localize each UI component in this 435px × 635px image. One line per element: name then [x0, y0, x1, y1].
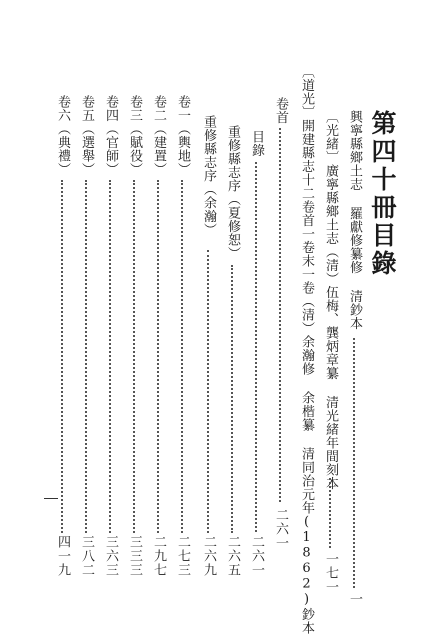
page-number: 二七三: [175, 535, 190, 577]
toc-item-juan5: 卷五（選舉）: [79, 95, 94, 176]
leader-dots: [255, 162, 257, 532]
leader-dots: [109, 180, 111, 533]
page-number: 三八二: [79, 535, 94, 577]
leader-dots: [181, 180, 183, 533]
book-entry-1: 興寧縣鄉土志 羅獻修纂修 清鈔本: [347, 110, 362, 330]
folio-mark: [44, 498, 58, 499]
leader-dots: [231, 265, 233, 533]
page-number: 三三三: [127, 535, 142, 577]
leader-dots: [329, 478, 331, 548]
toc-item-preface-xia: 重修縣志序（夏修恕）: [225, 125, 240, 260]
leader-dots: [279, 128, 281, 502]
toc-item-juan3: 卷三（賦役）: [127, 95, 142, 176]
toc-item-preface-yu: 重修縣志序（余瀚）: [201, 115, 216, 237]
leader-dots: [61, 180, 63, 533]
leader-dots: [157, 180, 159, 533]
toc-item-juanshou: 卷首: [273, 97, 288, 124]
page-number: 三六三: [103, 535, 118, 577]
toc-item-juan4: 卷四（官師）: [103, 95, 118, 176]
leader-dots: [207, 250, 209, 533]
toc-item-mulu: 目錄: [249, 130, 264, 157]
leader-dots: [133, 180, 135, 533]
page-number: 四一九: [55, 535, 70, 577]
toc-item-juan6: 卷六（典禮）: [55, 95, 70, 176]
toc-item-juan2: 卷二（建置）: [151, 95, 166, 176]
page-number: 二九七: [151, 535, 166, 577]
page-number: 一七一: [323, 552, 338, 594]
page-title: 第四十冊目錄: [368, 110, 397, 278]
leader-dots: [353, 338, 355, 588]
page-number: 二六五: [225, 535, 240, 577]
page-number: 一: [347, 592, 362, 606]
toc-item-juan1: 卷一（輿地）: [175, 95, 190, 176]
page-number: 二六一: [249, 535, 264, 577]
page-number: 二六九: [201, 535, 216, 577]
page-number: 二六一: [273, 508, 288, 550]
leader-dots: [85, 180, 87, 533]
book-entry-3: 〔道光〕開建縣志十二卷首一卷末一卷（清）余瀚修 余楷纂 清同治元年(1862)鈔本: [299, 65, 314, 635]
book-entry-2: 〔光緒〕廣寧縣鄉土志（清）伍梅、龔炳章纂 清光緒年間刻本: [323, 110, 338, 490]
